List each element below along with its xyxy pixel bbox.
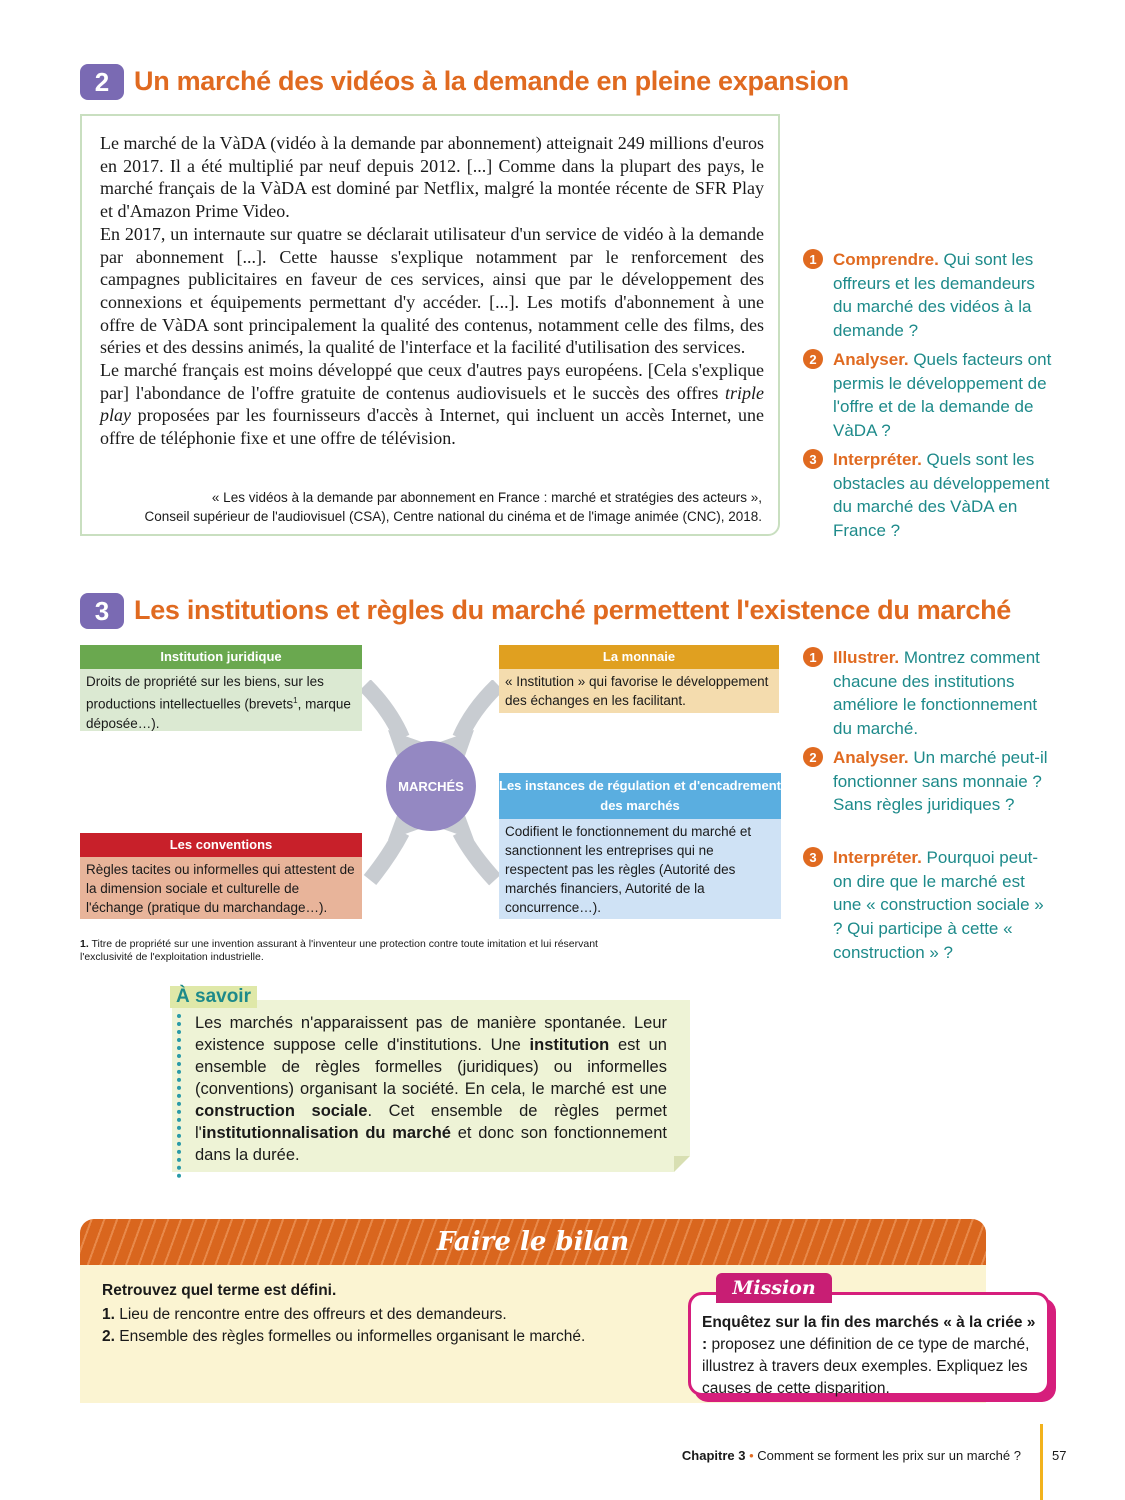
box-body: Codifient le fonctionnement du marché et sanctionnent les entreprises qui ne respectent pas les règles (Autorité des marchés financiers, Autorité de la concurrence…). <box>499 819 781 919</box>
arrow-from-conventions <box>370 832 402 880</box>
bilan-intro: Retrouvez quel terme est défini. <box>102 1282 337 1299</box>
question-text: Pourquoi peut-on dire que le marché est une « construction sociale » ? Qui participe à cette « construction » ? <box>833 848 1044 962</box>
question-label: Interpréter. <box>833 848 922 867</box>
question-number-badge: 3 <box>803 449 823 469</box>
question-3-3 <box>803 846 1053 965</box>
box-les-conventions <box>80 833 362 919</box>
doc-p3-before: Le marché français est moins développé que ceux d'autres pays européens. [Cela s'explique par] l'abondance de l'offre gratuite de contenus audiovisuels et le succès des offres <box>100 360 764 403</box>
a-savoir-corner-fold <box>674 1156 690 1172</box>
box-title: Les conventions <box>80 833 362 857</box>
question-2-3 <box>803 448 1053 543</box>
question-number-badge: 2 <box>803 747 823 767</box>
question-text: Un marché peut-il fonctionner sans monnaie ? Sans règles juridiques ? <box>833 748 1048 815</box>
question-number-badge: 2 <box>803 349 823 369</box>
bilan-content <box>102 1280 662 1348</box>
section-3-number: 3 <box>80 593 124 629</box>
bilan-item-2: 2. Ensemble des règles formelles ou informelles organisant le marché. <box>102 1328 586 1345</box>
page-number: 57 <box>1052 1448 1067 1463</box>
question-label: Illustrer. <box>833 648 900 667</box>
box-title: Les instances de régulation et d'encadrement des marchés <box>499 773 781 819</box>
doc-paragraph-1: Le marché de la VàDA (vidéo à la demande par abonnement) atteignait 249 millions d'euros en 2017. Il a été multiplié par neuf depuis 2012. [...] Comme dans la plupart des pays, le marché français de la VàDA est dominé par Netflix, malgré la montée récente de SFR Play et d'Amazon Prime Video. <box>100 133 764 222</box>
a-savoir-text: Les marchés n'apparaissent pas de manière spontanée. Leur existence suppose celle d'institutions. Une institution est un ensemble de règles formelles (juridiques) ou informelles (conventions) organisant la société. En cela, le marché est une construction sociale. Cet ensemble de règles permet l'institutionnalisation du marché et donc son fonctionnement dans la durée. <box>195 1014 667 1164</box>
source-line-1: « Les vidéos à la demande par abonnement en France : marché et stratégies des acteurs », <box>211 490 762 505</box>
footnote <box>80 938 620 964</box>
box-la-monnaie <box>499 645 779 713</box>
question-number-badge: 1 <box>803 249 823 269</box>
question-text: Montrez comment chacune des institutions améliore le fonctionnement du marché. <box>833 648 1040 739</box>
arrow-from-juridique <box>365 685 402 738</box>
question-3-2 <box>803 746 1053 817</box>
section-2-number: 2 <box>80 64 124 100</box>
bilan-title: Faire le bilan <box>436 1227 630 1257</box>
box-body: « Institution » qui favorise le développement des échanges en les facilitant. <box>499 669 779 713</box>
section-2-title: Un marché des vidéos à la demande en pleine expansion <box>134 66 849 96</box>
source-line-2: Conseil supérieur de l'audiovisuel (CSA), Centre national du cinéma et de l'image animée (CNC), 2018. <box>144 509 762 524</box>
question-2-1 <box>803 248 1053 343</box>
doc-p3-italic: triple play <box>100 382 764 426</box>
section-3-title: Les institutions et règles du marché permettent l'existence du marché <box>134 595 1011 625</box>
arrow-from-monnaie <box>460 685 498 738</box>
doc-p3-after: proposées par les fournisseurs d'accès à Internet, qui incluent un accès Internet, une offre de téléphonie fixe et une offre de télévision. <box>100 405 764 449</box>
footer-chapter: Chapitre 3 • Comment se forment les prix sur un marché ? <box>681 1448 1021 1463</box>
box-title: La monnaie <box>499 645 779 669</box>
document-2-text <box>100 132 764 450</box>
mission-text <box>702 1312 1038 1400</box>
question-text: Quels facteurs ont permis le développement de l'offre et de la demande de VàDA ? <box>833 350 1052 441</box>
question-number-badge: 3 <box>803 847 823 867</box>
footnote-text: Titre de propriété sur une invention assurant à l'inventeur une protection contre toute imitation et lui réservant l'exclusivité de l'exploitation industrielle. <box>80 938 598 963</box>
a-savoir-title: À savoir <box>170 986 257 1008</box>
document-2-source <box>145 488 762 526</box>
mission-body: proposez une définition de ce type de marché, illustrez à travers deux exemples. Expliquez les causes de cette disparition. <box>702 1336 1030 1397</box>
marches-center: MARCHÉS <box>386 741 476 831</box>
question-2-2 <box>803 348 1053 443</box>
question-label: Comprendre. <box>833 250 939 269</box>
question-label: Analyser. <box>833 350 909 369</box>
question-label: Interpréter. <box>833 450 922 469</box>
arrow-from-instances <box>460 832 495 880</box>
footnote-number: 1. <box>80 938 89 950</box>
question-3-1 <box>803 646 1053 741</box>
doc-paragraph-3 <box>100 359 764 450</box>
box-instances-regulation <box>499 773 781 919</box>
box-body: Règles tacites ou informelles qui attestent de la dimension sociale et culturelle de l'échange (pratique du marchandage…). <box>80 857 362 919</box>
question-number-badge: 1 <box>803 647 823 667</box>
question-label: Analyser. <box>833 748 909 767</box>
mission-tab: Mission <box>716 1273 832 1303</box>
question-text: Qui sont les offreurs et les demandeurs du marché des vidéos à la demande ? <box>833 250 1035 341</box>
box-title: Institution juridique <box>80 645 362 669</box>
bilan-item-1: 1. Lieu de rencontre entre des offreurs et des demandeurs. <box>102 1306 507 1323</box>
a-savoir-dotted-line <box>177 1014 181 1178</box>
doc-paragraph-2: En 2017, un internaute sur quatre se déclarait utilisateur d'un service de vidéo à la demande par abonnement [...]. Cette hausse s'explique notamment par le renforcement des campagnes publicitaires en faveur de ces services, ainsi que par le développement des connexions et équipements permettant d'y accéder. [...]. Les motifs d'abonnement à une offre de VàDA sont principalement la qualité des contenus, notamment celle des films, des séries et des dessins animés, la qualité de l'interface et la facilité d'utilisation des services. <box>100 223 764 358</box>
footer-divider <box>1040 1424 1043 1500</box>
box-body: Droits de propriété sur les biens, sur les productions intellectuelles (brevets$^1$, marque déposée…). <box>80 669 362 731</box>
question-text: Quels sont les obstacles au développement du marché des VàDA en France ? <box>833 450 1050 541</box>
document-2-box <box>80 114 780 536</box>
box-institution-juridique <box>80 645 362 731</box>
mission-bold: Enquêtez sur la fin des marchés « à la criée » : <box>702 1314 1036 1353</box>
